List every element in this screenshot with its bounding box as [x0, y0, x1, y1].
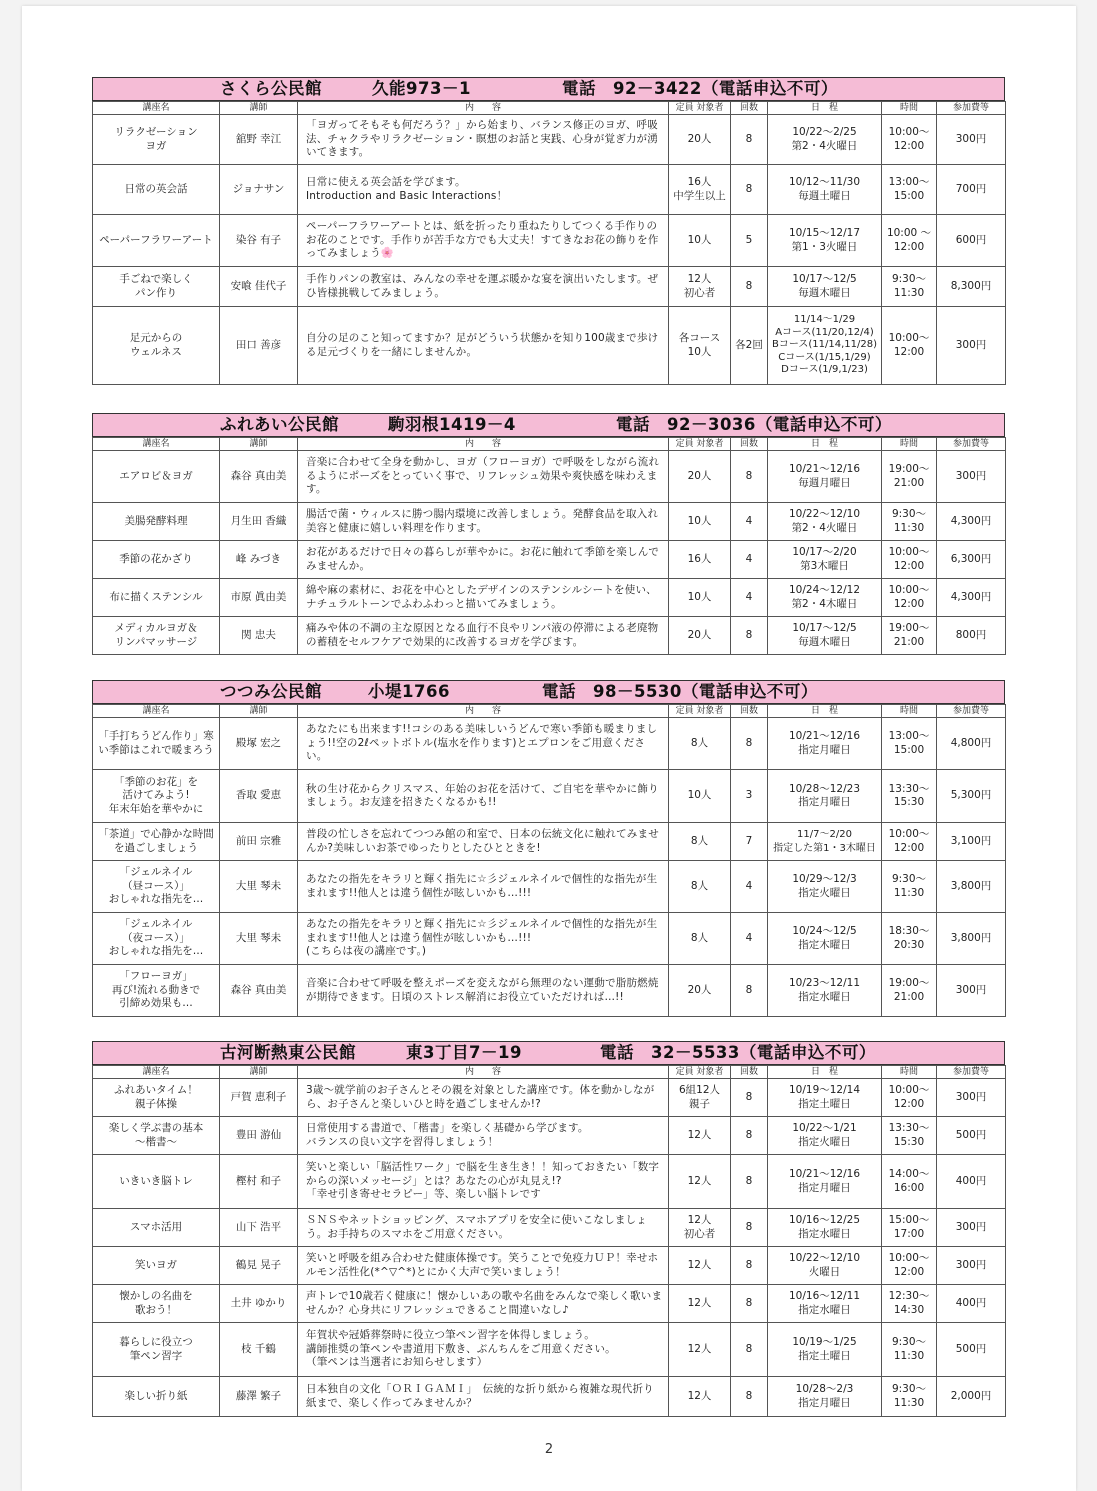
col-fee: 参加費等	[937, 1066, 1006, 1079]
course-name: メディカルヨガ＆ リンパマッサージ	[93, 617, 220, 655]
capacity: 12人	[669, 1155, 731, 1209]
col-times: 回数	[731, 705, 768, 718]
col-capacity: 定員 対象者	[669, 705, 731, 718]
fee: 400円	[937, 1155, 1006, 1209]
table-row	[93, 965, 1006, 1017]
hall-phone: 電話 92－3036（電話申込不可）	[616, 415, 892, 434]
schedule: 10/16～12/25 指定水曜日	[768, 1209, 882, 1247]
times: 8	[731, 965, 768, 1017]
capacity: 8人	[669, 823, 731, 861]
col-time: 時間	[882, 102, 937, 115]
fee: 300円	[937, 307, 1006, 385]
times: 5	[731, 215, 768, 267]
schedule: 10/22～2/25 第2・4火曜日	[768, 115, 882, 165]
time: 9:30～ 11:30	[882, 267, 937, 307]
capacity: 各コース 10人	[669, 307, 731, 385]
schedule: 10/22～1/21 指定火曜日	[768, 1117, 882, 1155]
section-koga-higashi	[92, 1041, 1005, 1417]
teacher: 前田 宗雅	[220, 823, 298, 861]
course-name: 日常の英会話	[93, 165, 220, 215]
hall-address: 久能973－1	[372, 79, 471, 98]
times: 4	[731, 541, 768, 579]
time: 18:30～ 20:30	[882, 913, 937, 965]
times: 4	[731, 503, 768, 541]
table-row	[93, 1377, 1006, 1417]
course-table	[92, 704, 1006, 1017]
schedule: 10/17～12/5 毎週木曜日	[768, 617, 882, 655]
section-header	[92, 77, 1005, 101]
fee: 400円	[937, 1285, 1006, 1323]
teacher: 月生田 香織	[220, 503, 298, 541]
fee: 4,800円	[937, 718, 1006, 770]
time: 10:00～ 12:00	[882, 115, 937, 165]
capacity: 20人	[669, 451, 731, 503]
col-teacher: 講師	[220, 102, 298, 115]
teacher: 峰 みづき	[220, 541, 298, 579]
hall-address: 東3丁目7－19	[406, 1043, 522, 1062]
capacity: 10人	[669, 503, 731, 541]
time: 9:30～ 11:30	[882, 503, 937, 541]
time: 19:00～ 21:00	[882, 451, 937, 503]
table-row	[93, 1117, 1006, 1155]
hall-address: 小堤1766	[368, 682, 450, 701]
schedule: 10/24～12/12 第2・4木曜日	[768, 579, 882, 617]
col-course: 講座名	[93, 1066, 220, 1079]
fee: 5,300円	[937, 770, 1006, 823]
schedule: 10/28～12/23 指定月曜日	[768, 770, 882, 823]
col-content: 内 容	[298, 438, 669, 451]
course-content: 声トレで10歳若く健康に！懐かしいあの歌や名曲をみんなで楽しく歌いませんか？心身共にリフレッシュできること間違いなし♪	[298, 1285, 669, 1323]
capacity: 12人	[669, 1117, 731, 1155]
course-name: 楽しい折り紙	[93, 1377, 220, 1417]
schedule: 10/16～12/11 指定水曜日	[768, 1285, 882, 1323]
schedule: 10/19～1/25 指定土曜日	[768, 1323, 882, 1377]
time: 13:30～ 15:30	[882, 1117, 937, 1155]
hall-phone: 電話 98－5530（電話申込不可）	[542, 682, 818, 701]
col-times: 回数	[731, 1066, 768, 1079]
section-tsutsumi	[92, 680, 1005, 1017]
capacity: 6組12人 親子	[669, 1079, 731, 1117]
schedule: 10/21～12/16 指定月曜日	[768, 718, 882, 770]
course-content: 腸活で菌・ウィルスに勝つ腸内環境に改善しましょう。発酵食品を取入れ美容と健康に嬉しい料理を作ります。	[298, 503, 669, 541]
times: 7	[731, 823, 768, 861]
col-course: 講座名	[93, 438, 220, 451]
table-row	[93, 861, 1006, 913]
schedule: 11/7～2/20 指定した第1・3木曜日	[768, 823, 882, 861]
course-content: 「ヨガってそもそも何だろう？」から始まり、バランス修正のヨガ、呼吸法、チャクラやリラクゼーション・瞑想のお話と実践、心身が覚ぎ力が湧いてきます。	[298, 115, 669, 165]
time: 10:00～ 12:00	[882, 541, 937, 579]
course-content: あなたの指先をキラリと輝く指先に☆彡ジェルネイルで個性的な指先が生まれます!!他人とは違う個性が眩しいかも…!!! (こちらは夜の講座です。)	[298, 913, 669, 965]
col-capacity: 定員 対象者	[669, 438, 731, 451]
capacity: 10人	[669, 215, 731, 267]
time: 14:00～ 16:00	[882, 1155, 937, 1209]
times: 8	[731, 165, 768, 215]
course-content: 音楽に合わせて全身を動かし、ヨガ（フローヨガ）で呼吸をしながら流れるようにポーズをとっていく事で、リフレッシュ効果や爽快感を味わえます。	[298, 451, 669, 503]
teacher: 舘野 幸江	[220, 115, 298, 165]
time: 15:00～ 17:00	[882, 1209, 937, 1247]
table-header-row	[93, 705, 1006, 718]
hall-name: つつみ公民館	[220, 682, 322, 701]
times: 8	[731, 451, 768, 503]
teacher: 樫村 和子	[220, 1155, 298, 1209]
times: 8	[731, 1247, 768, 1285]
hall-address: 駒羽根1419－4	[388, 415, 516, 434]
times: 8	[731, 1155, 768, 1209]
course-content: 秋の生け花からクリスマス、年始のお花を活けて、ご自宅を華やかに飾りましょう。お友達を招きたくなるかも!!	[298, 770, 669, 823]
fee: 8,300円	[937, 267, 1006, 307]
course-table	[92, 1065, 1006, 1417]
course-content: 笑いと楽しい「脳活性ワーク」で脳を生き生き！！知っておきたい「数字からの深いメッセージ」とは？あなたの心が丸見え!? 「幸せ引き寄せセラピー」等、楽しい脳トレです	[298, 1155, 669, 1209]
times: 8	[731, 1323, 768, 1377]
times: 各2回	[731, 307, 768, 385]
table-row	[93, 1323, 1006, 1377]
course-name: 布に描くステンシル	[93, 579, 220, 617]
col-teacher: 講師	[220, 438, 298, 451]
hall-phone: 電話 32－5533（電話申込不可）	[600, 1043, 876, 1062]
table-row	[93, 770, 1006, 823]
fee: 300円	[937, 451, 1006, 503]
capacity: 10人	[669, 770, 731, 823]
col-content: 内 容	[298, 102, 669, 115]
fee: 3,100円	[937, 823, 1006, 861]
table-row	[93, 617, 1006, 655]
times: 8	[731, 718, 768, 770]
capacity: 16人 中学生以上	[669, 165, 731, 215]
table-row	[93, 913, 1006, 965]
fee: 500円	[937, 1117, 1006, 1155]
course-name: 「フローヨガ」 再び!流れる動きで 引締め効果も…	[93, 965, 220, 1017]
hall-name: さくら公民館	[220, 79, 322, 98]
table-row	[93, 215, 1006, 267]
times: 8	[731, 1079, 768, 1117]
capacity: 16人	[669, 541, 731, 579]
capacity: 12人 初心者	[669, 1209, 731, 1247]
hall-name: ふれあい公民館	[220, 415, 339, 434]
page-number: 2	[544, 1442, 554, 1457]
table-row	[93, 307, 1006, 385]
capacity: 12人	[669, 1247, 731, 1285]
course-content: 自分の足のこと知ってますか？足がどういう状態かを知り100歳まで歩ける足元づくりを一緒にしませんか。	[298, 307, 669, 385]
table-row	[93, 579, 1006, 617]
course-name: 美腸発酵料理	[93, 503, 220, 541]
fee: 4,300円	[937, 503, 1006, 541]
hall-name: 古河断熱東公民館	[220, 1043, 356, 1062]
course-name: 「ジェルネイル （夜コース）」 おしゃれな指先を…	[93, 913, 220, 965]
course-table	[92, 101, 1006, 385]
fee: 300円	[937, 965, 1006, 1017]
schedule: 10/21～12/16 指定月曜日	[768, 1155, 882, 1209]
time: 10:00 ～ 12:00	[882, 215, 937, 267]
course-name: 足元からの ウェルネス	[93, 307, 220, 385]
course-content: 音楽に合わせて呼吸を整えポーズを変えながら無理のない運動で脂肪燃焼が期待できます。日頃のストレス解消にお役立ていただければ…!!	[298, 965, 669, 1017]
fee: 300円	[937, 1079, 1006, 1117]
col-course: 講座名	[93, 102, 220, 115]
teacher: 関 忠夫	[220, 617, 298, 655]
teacher: 豊田 游仙	[220, 1117, 298, 1155]
fee: 600円	[937, 215, 1006, 267]
times: 8	[731, 617, 768, 655]
col-capacity: 定員 対象者	[669, 1066, 731, 1079]
schedule: 10/23～12/11 指定水曜日	[768, 965, 882, 1017]
schedule: 11/14～1/29 Aコース(11/20,12/4) Bコース(11/14,11/28) Cコース(1/15,1/29) Dコース(1/9,1/23)	[768, 307, 882, 385]
document-page	[22, 6, 1076, 1491]
course-name: 懐かしの名曲を 歌おう！	[93, 1285, 220, 1323]
fee: 6,300円	[937, 541, 1006, 579]
col-course: 講座名	[93, 705, 220, 718]
teacher: 殿塚 宏之	[220, 718, 298, 770]
time: 10:00～ 12:00	[882, 307, 937, 385]
teacher: 山下 浩平	[220, 1209, 298, 1247]
col-schedule: 日 程	[768, 438, 882, 451]
course-name: 暮らしに役立つ 筆ペン習字	[93, 1323, 220, 1377]
table-row	[93, 1285, 1006, 1323]
col-schedule: 日 程	[768, 102, 882, 115]
course-name: 「手打ちうどん作り」寒い季節はこれで暖まろう	[93, 718, 220, 770]
teacher: 森谷 真由美	[220, 965, 298, 1017]
col-capacity: 定員 対象者	[669, 102, 731, 115]
teacher: 藤澤 繁子	[220, 1377, 298, 1417]
schedule: 10/21～12/16 毎週月曜日	[768, 451, 882, 503]
times: 8	[731, 1285, 768, 1323]
teacher: 市原 眞由美	[220, 579, 298, 617]
course-content: 痛みや体の不調の主な原因となる血行不良やリンパ液の停滞による老廃物の蓄積をセルフケアで効果的に改善するヨガを学びます。	[298, 617, 669, 655]
teacher: 大里 琴未	[220, 861, 298, 913]
teacher: 枝 千鶴	[220, 1323, 298, 1377]
fee: 300円	[937, 1247, 1006, 1285]
course-name: ペーパーフラワーアート	[93, 215, 220, 267]
col-content: 内 容	[298, 705, 669, 718]
section-header	[92, 413, 1005, 437]
capacity: 8人	[669, 718, 731, 770]
table-row	[93, 267, 1006, 307]
times: 4	[731, 579, 768, 617]
times: 4	[731, 861, 768, 913]
course-content: あなたの指先をキラリと輝く指先に☆彡ジェルネイルで個性的な指先が生まれます!!他人とは違う個性が眩しいかも…!!!	[298, 861, 669, 913]
course-name: 季節の花かざり	[93, 541, 220, 579]
table-row	[93, 1247, 1006, 1285]
times: 8	[731, 267, 768, 307]
schedule: 10/17～12/5 毎週木曜日	[768, 267, 882, 307]
teacher: 染谷 有子	[220, 215, 298, 267]
table-row	[93, 718, 1006, 770]
times: 8	[731, 1377, 768, 1417]
col-teacher: 講師	[220, 705, 298, 718]
capacity: 20人	[669, 617, 731, 655]
table-row	[93, 503, 1006, 541]
course-name: ふれあいタイム！ 親子体操	[93, 1079, 220, 1117]
section-header	[92, 680, 1005, 704]
course-name: リラクゼーション ヨガ	[93, 115, 220, 165]
teacher: 大里 琴未	[220, 913, 298, 965]
course-name: 楽しく学ぶ書の基本 ～楷書～	[93, 1117, 220, 1155]
course-name: エアロビ＆ヨガ	[93, 451, 220, 503]
hall-phone: 電話 92－3422（電話申込不可）	[562, 79, 838, 98]
capacity: 20人	[669, 115, 731, 165]
fee: 300円	[937, 1209, 1006, 1247]
times: 8	[731, 115, 768, 165]
fee: 700円	[937, 165, 1006, 215]
col-schedule: 日 程	[768, 705, 882, 718]
course-content: 日本独自の文化「ＯＲＩＧＡＭＩ」 伝統的な折り紙から複雑な現代折り紙まで、楽しく作ってみませんか？	[298, 1377, 669, 1417]
capacity: 8人	[669, 913, 731, 965]
table-row	[93, 1155, 1006, 1209]
teacher: ジョナサン	[220, 165, 298, 215]
capacity: 20人	[669, 965, 731, 1017]
course-name: 「ジェルネイル （昼コース）」 おしゃれな指先を…	[93, 861, 220, 913]
time: 9:30～ 11:30	[882, 861, 937, 913]
course-content: 普段の忙しさを忘れてつつみ館の和室で、日本の伝統文化に触れてみませんか?美味しいお茶でゆったりとしたひとときを!	[298, 823, 669, 861]
section-sakura	[92, 77, 1005, 385]
time: 9:30～ 11:30	[882, 1377, 937, 1417]
col-times: 回数	[731, 438, 768, 451]
teacher: 土井 ゆかり	[220, 1285, 298, 1323]
capacity: 12人	[669, 1377, 731, 1417]
schedule: 10/24～12/5 指定木曜日	[768, 913, 882, 965]
course-content: 手作りパンの教室は、みんなの幸せを運ぶ暖かな宴を演出いたします。ぜひ皆様挑戦してみましょう。	[298, 267, 669, 307]
col-teacher: 講師	[220, 1066, 298, 1079]
capacity: 10人	[669, 579, 731, 617]
col-content: 内 容	[298, 1066, 669, 1079]
course-name: 笑いヨガ	[93, 1247, 220, 1285]
col-times: 回数	[731, 102, 768, 115]
course-content: あなたにも出来ます!!コシのある美味しいうどんで寒い季節も暖まりましょう!!空の2ℓペットボトル(塩水を作ります)とエプロンをご用意ください。	[298, 718, 669, 770]
course-name: いきいき脳トレ	[93, 1155, 220, 1209]
course-content: 日常に使える英会話を学びます。 Introduction and Basic Interactions！	[298, 165, 669, 215]
course-content: ＳＮＳやネットショッピング、スマホアプリを安全に使いこなしましょう。お手持ちのスマホをご用意ください。	[298, 1209, 669, 1247]
course-name: スマホ活用	[93, 1209, 220, 1247]
schedule: 10/22～12/10 第2・4火曜日	[768, 503, 882, 541]
course-content: 日常使用する書道で、「楷書」を楽しく基礎から学びます。 バランスの良い文字を習得しましょう！	[298, 1117, 669, 1155]
time: 12:30～ 14:30	[882, 1285, 937, 1323]
capacity: 12人	[669, 1285, 731, 1323]
course-name: 手ごねで楽しく パン作り	[93, 267, 220, 307]
capacity: 12人 初心者	[669, 267, 731, 307]
fee: 500円	[937, 1323, 1006, 1377]
time: 13:30～ 15:30	[882, 770, 937, 823]
table-row	[93, 541, 1006, 579]
course-content: 笑いと呼吸を組み合わせた健康体操です。笑うことで免疫力ＵＰ！幸せホルモン活性化(*^▽^*)とにかく大声で笑いましょう！	[298, 1247, 669, 1285]
schedule: 10/29～12/3 指定火曜日	[768, 861, 882, 913]
col-fee: 参加費等	[937, 438, 1006, 451]
section-header	[92, 1041, 1005, 1065]
course-content: ペーパーフラワーアートとは、紙を折ったり重ねたりしてつくる手作りのお花のことです。手作りが苦手な方でも大丈夫！すてきなお花の飾りを作ってみましょう🌸	[298, 215, 669, 267]
capacity: 8人	[669, 861, 731, 913]
teacher: 香取 愛恵	[220, 770, 298, 823]
table-row	[93, 823, 1006, 861]
teacher: 安喰 佳代子	[220, 267, 298, 307]
course-table	[92, 437, 1006, 655]
col-time: 時間	[882, 1066, 937, 1079]
col-time: 時間	[882, 438, 937, 451]
time: 10:00～ 12:00	[882, 823, 937, 861]
time: 9:30～ 11:30	[882, 1323, 937, 1377]
times: 8	[731, 1117, 768, 1155]
table-header-row	[93, 1066, 1006, 1079]
col-schedule: 日 程	[768, 1066, 882, 1079]
schedule: 10/28～2/3 指定月曜日	[768, 1377, 882, 1417]
col-fee: 参加費等	[937, 705, 1006, 718]
time: 10:00～ 12:00	[882, 579, 937, 617]
time: 19:00～ 21:00	[882, 965, 937, 1017]
course-content: お花があるだけで日々の暮らしが華やかに。お花に触れて季節を楽しんでみませんか。	[298, 541, 669, 579]
times: 3	[731, 770, 768, 823]
capacity: 12人	[669, 1323, 731, 1377]
time: 19:00～ 21:00	[882, 617, 937, 655]
fee: 3,800円	[937, 913, 1006, 965]
table-row	[93, 451, 1006, 503]
course-name: 「季節のお花」を 活けてみよう! 年末年始を華やかに	[93, 770, 220, 823]
course-content: 年賀状や冠婚葬祭時に役立つ筆ペン習字を体得しましょう。 講師推奨の筆ペンや書道用下敷き、ぶんちんをご用意ください。 （筆ペンは当選者にお知らせします）	[298, 1323, 669, 1377]
section-fureai	[92, 413, 1005, 655]
time: 13:00～ 15:00	[882, 165, 937, 215]
table-header-row	[93, 438, 1006, 451]
col-fee: 参加費等	[937, 102, 1006, 115]
fee: 3,800円	[937, 861, 1006, 913]
fee: 4,300円	[937, 579, 1006, 617]
table-row	[93, 165, 1006, 215]
schedule: 10/19～12/14 指定土曜日	[768, 1079, 882, 1117]
teacher: 鶴見 晃子	[220, 1247, 298, 1285]
teacher: 森谷 真由美	[220, 451, 298, 503]
course-content: 綿や麻の素材に、お花を中心としたデザインのステンシルシートを使い、ナチュラルトーンでふわふわっと描いてみましょう。	[298, 579, 669, 617]
times: 4	[731, 913, 768, 965]
table-row	[93, 1079, 1006, 1117]
col-time: 時間	[882, 705, 937, 718]
schedule: 10/15～12/17 第1・3火曜日	[768, 215, 882, 267]
time: 13:00～ 15:00	[882, 718, 937, 770]
table-row	[93, 1209, 1006, 1247]
schedule: 10/17～2/20 第3木曜日	[768, 541, 882, 579]
time: 10:00～ 12:00	[882, 1247, 937, 1285]
schedule: 10/22～12/10 火曜日	[768, 1247, 882, 1285]
schedule: 10/12～11/30 毎週土曜日	[768, 165, 882, 215]
course-content: 3歳～就学前のお子さんとその親を対象とした講座です。体を動かしながら、お子さんと楽しいひと時を過ごしませんか!?	[298, 1079, 669, 1117]
fee: 2,000円	[937, 1377, 1006, 1417]
table-row	[93, 115, 1006, 165]
teacher: 田口 善彦	[220, 307, 298, 385]
fee: 300円	[937, 115, 1006, 165]
table-header-row	[93, 102, 1006, 115]
time: 10:00～ 12:00	[882, 1079, 937, 1117]
teacher: 戸賀 恵利子	[220, 1079, 298, 1117]
times: 8	[731, 1209, 768, 1247]
course-name: 「茶道」で心静かな時間 を過ごしましょう	[93, 823, 220, 861]
fee: 800円	[937, 617, 1006, 655]
